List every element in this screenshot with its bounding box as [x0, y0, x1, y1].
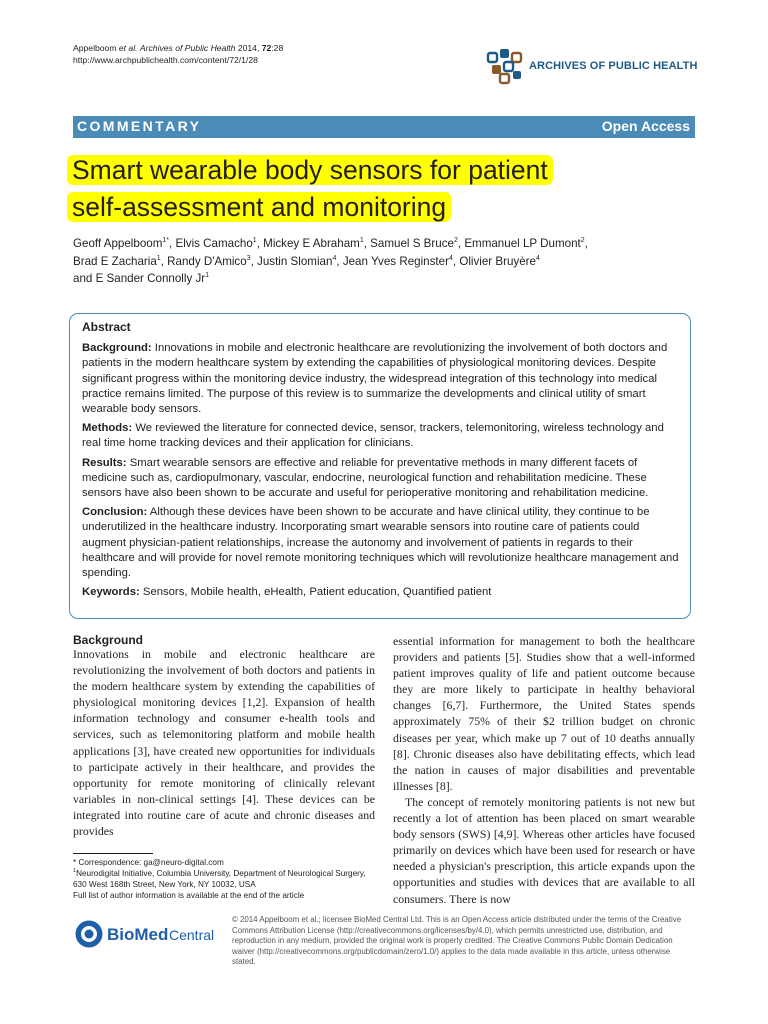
central-logo-text: Central [169, 927, 215, 943]
author-list [73, 235, 693, 288]
author-affiliation-sup: 2 [453, 237, 458, 244]
author-affiliation-sup: 3 [246, 254, 251, 262]
author-name: Justin Slomian [257, 254, 333, 268]
abstract-box [69, 313, 691, 619]
citation-year: 2014, [237, 43, 260, 53]
author-affiliation-sup: 4 [448, 254, 453, 262]
author-name: Samuel S Bruce [370, 237, 454, 250]
body-paragraph: The concept of remotely monitoring patients is not new but recently a lot of attention has been placed on smart wearable body sensors (SWS) [4,9]. Whereas other articles have focused primarily on devices which have been used for research or have needed a physician's prescription, this article expands upon the opportunities and studies with devices that are available to all consumers. There is now [393, 794, 695, 906]
author-line-3 [73, 270, 693, 288]
body-paragraph: essential information for management to both the healthcare providers and patients [5]. Studies show that a well-informed patient improves quality of life and patient outcome because they are more likely to participate in healthy behavioral changes [6,7]. Furthermore, the United States spends approximately 75% of their $2 trillion budget on chronic diseases per year, which make up 7 out of 10 deaths annually [8]. Chronic diseases also have debilitating effects, which lead the nation in causes of major disabilities and preventable illnesses [8]. [393, 634, 695, 793]
title-line-1: Smart wearable body sensors for patient [67, 155, 553, 185]
abstract-background: Background: Innovations in mobile and electronic healthcare are revolutionizing the involvement of both doctors and patients in the modern healthcare system by extending the capabilities of physiological monitoring devices. Despite significant progress within the monitoring device industry, the widespread integration of this technology into medical practice remains limited. The purpose of this review is to summarize the developments and clinical utility of smart wearable body sensors. [82, 342, 668, 416]
full-list-note: Full list of author information is available at the end of the article [73, 891, 305, 900]
biomed-logo-text: BioMed [107, 925, 169, 944]
author-name: Emmanuel LP Dumont [464, 237, 581, 250]
author-affiliation-sup: 4 [332, 254, 337, 262]
journal-logo-icon [486, 47, 524, 85]
citation-etal: et al. [118, 43, 138, 53]
license-text: © 2014 Appelboom et al.; licensee BioMed Central Ltd. This is an Open Access article distributed under the terms of the Creative Commons Attribution License (http://creativecommons.org/licenses/by/4.0), which permits unrestricted use, distribution, and reproduction in any medium, provided the original work is properly credited. The Creative Commons Public Domain Dedication waiver (http://creativecommons.org/publicdomain/zero/1.0/) applies to the data made available in this article, unless otherwise stated. [232, 915, 682, 967]
citation-authors: Appelboom [73, 43, 117, 53]
citation-journal: Archives of Public Health [139, 43, 236, 53]
abstract-conclusion: Conclusion: Although these devices have been shown to be accurate and have clinical utility, they continue to be underutilized in the healthcare industry. Incorporating smart wearable sensors into routine care of patients could augment physician-patient relationships, increase the autonomy and involvement of patients in regards to their healthcare and will provide for novel remote monitoring techniques which will revolutionize healthcare management and spending. [82, 506, 679, 580]
affiliation-note: $^1$Neurodigital Initiative, Columbia University, Department of Neurological Surgery, 630 West 168th Street, New York, NY 10032, USA [73, 868, 366, 889]
author-name: Randy D'Amico [167, 254, 247, 268]
biomed-central-logo [74, 917, 224, 951]
author-name: Brad E Zacharia [73, 254, 157, 268]
abstract-keywords: Keywords: Sensors, Mobile health, eHealth, Patient education, Quantified patient [82, 586, 492, 599]
author-affiliation-sup: 1 [359, 237, 364, 244]
title-line-2: self-assessment and monitoring [67, 192, 451, 222]
article-title [67, 152, 667, 226]
author-name: Jean Yves Reginster [342, 254, 449, 268]
article-url[interactable]: http://www.archpublichealth.com/content/72/1/28 [73, 55, 258, 65]
author-line-1: Geoff Appelboom$^{1*}$, Elvis Camacho$^1$, Mickey E Abraham$^1$, Samuel S Bruce$^2$, Emmanuel LP Dumont$^2$, [73, 237, 588, 250]
article-type-bar [73, 116, 695, 138]
author-affiliation-sup: 1 [205, 272, 210, 279]
citation-volume: 72 [261, 43, 272, 53]
abstract-methods: Methods: We reviewed the literature for connected device, sensor, trackers, telemonitoring, wireless technology and real time home tracking devices and their application for clinicians. [82, 422, 664, 450]
correspondence-note: * Correspondence: ga@neuro-digital.com [73, 858, 224, 867]
author-affiliation-sup: 4 [535, 254, 540, 262]
abstract-heading: Abstract [82, 320, 131, 334]
article-type-label: COMMENTARY [77, 118, 202, 134]
body-column-left [73, 633, 375, 839]
footnote-rule [73, 853, 153, 854]
author-affiliation-sup: 1 [252, 237, 257, 244]
author-line-2: Brad E Zacharia$^1$, Randy D'Amico$^3$, Justin Slomian$^4$, Jean Yves Reginster$^4$, Olivier Bruyère$^4$ [73, 254, 540, 268]
body-column-right [393, 633, 695, 907]
author-name: Olivier Bruyère [459, 254, 536, 268]
citation-header [73, 42, 283, 66]
author-name: Elvis Camacho [175, 237, 253, 250]
author-name: and E Sander Connolly Jr [73, 272, 206, 285]
journal-logo-text: ARCHIVES OF PUBLIC HEALTH [529, 60, 698, 72]
footnotes [73, 857, 375, 901]
journal-logo [486, 47, 706, 87]
abstract-results: Results: Smart wearable sensors are effective and reliable for preventative methods in many different facets of medicine such as, cardiopulmonary, vascular, endocrine, neurological function and rehabilitation medicine. These sensors have also been shown to be accurate and useful for perioperative monitoring and rehabilitation medicine. [82, 456, 649, 500]
section-heading-background: Background [73, 633, 144, 647]
author-name: Geoff Appelboom [73, 237, 163, 250]
author-name: Mickey E Abraham [263, 237, 360, 250]
author-affiliation-sup: 1* [162, 237, 170, 244]
body-paragraph: Innovations in mobile and electronic healthcare are revolutionizing the involvement of both doctors and patients in the modern healthcare system by extending the capabilities of physiological monitoring devices [1,2]. Expansion of health information technology and consumer e-health tools and services, such as telemonitoring platform and mobile health applications [3], have created new opportunities for individuals to participate actively in their healthcare, and provides the opportunity for remote monitoring of clinically relevant variables in non-clinical settings [4]. These devices can be integrated into routine care of acute and chronic diseases and provides [73, 647, 375, 839]
citation-article: :28 [271, 43, 284, 53]
open-access-label: Open Access [601, 118, 690, 134]
author-affiliation-sup: 1 [156, 254, 161, 262]
author-affiliation-sup: 2 [580, 237, 585, 244]
